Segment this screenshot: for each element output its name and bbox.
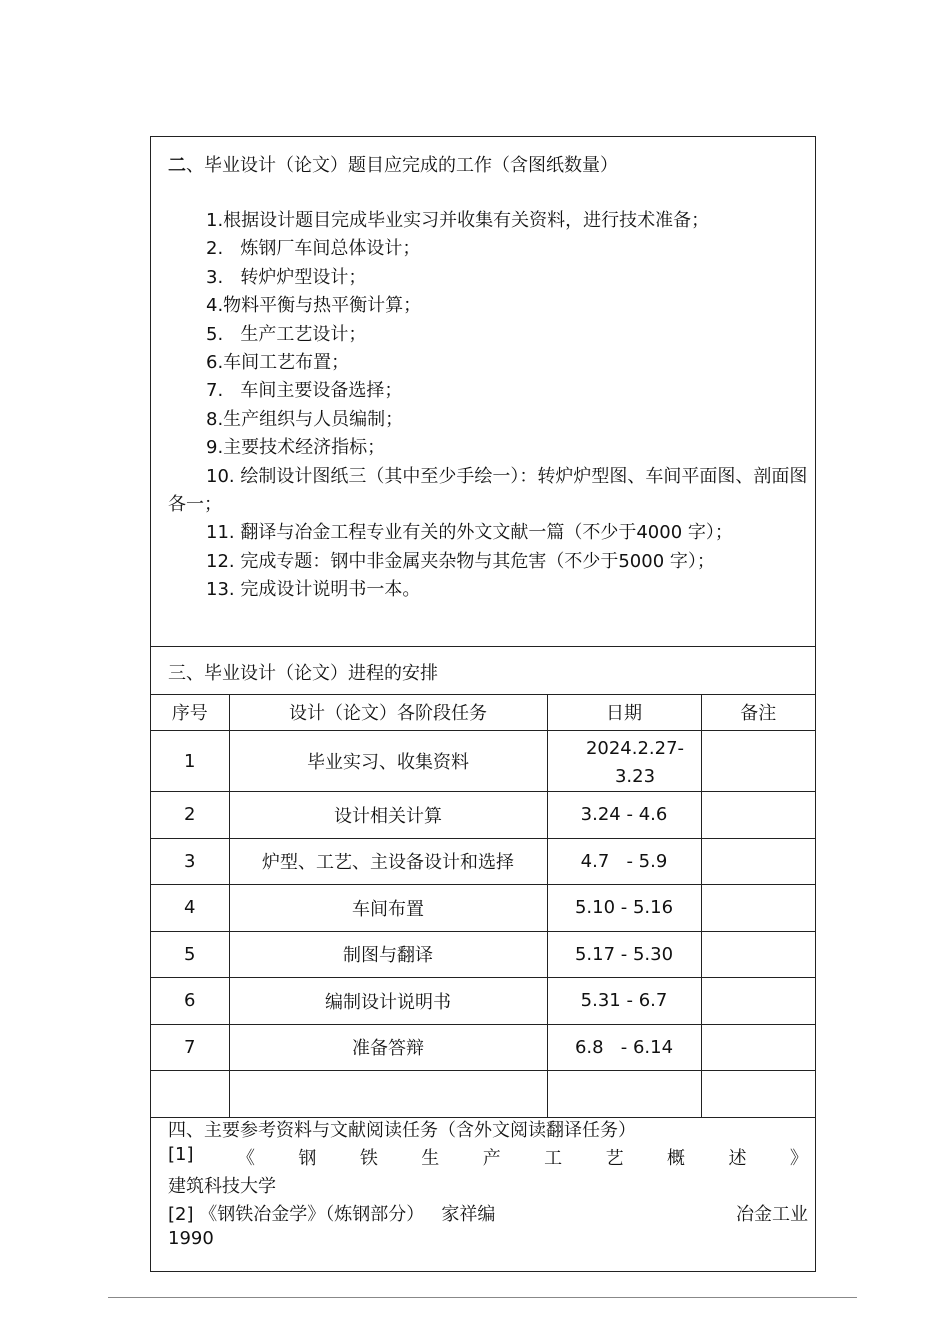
schedule-header-row	[151, 694, 815, 731]
ref-token: 铁	[359, 1148, 378, 1169]
table-row	[151, 792, 815, 839]
table-row	[151, 731, 815, 792]
col-header-date: 日期	[547, 694, 701, 731]
row-task: 编制设计说明书	[229, 978, 547, 1025]
reference-2	[168, 1200, 808, 1249]
row-task: 准备答辩	[229, 1024, 547, 1071]
ref-token: 概	[667, 1148, 685, 1169]
section-2-work-content	[151, 137, 815, 647]
row-date: 6.8 - 6.14	[547, 1024, 701, 1071]
row-no: 2	[151, 792, 229, 839]
col-header-no: 序号	[151, 694, 229, 731]
task-form-frame	[150, 136, 816, 1272]
row-no: 6	[151, 978, 229, 1025]
row-task: 制图与翻译	[229, 931, 547, 978]
row-task: 毕业实习、收集资料	[229, 731, 547, 792]
row-no: 7	[151, 1024, 229, 1071]
row-no	[151, 1071, 229, 1118]
table-row	[151, 885, 815, 932]
row-no: 3	[151, 838, 229, 885]
work-task-item: 7. 车间主要设备选择；	[206, 380, 403, 402]
ref-token: 《	[236, 1148, 255, 1169]
section-4-heading: 四、主要参考资料与文献阅读任务（含外文阅读翻译任务）	[168, 1120, 636, 1141]
row-no: 4	[151, 885, 229, 932]
reference-2-publisher: 冶金工业	[736, 1204, 808, 1225]
work-task-item: 8.生产组织与人员编制；	[206, 408, 404, 430]
ref-token: 产	[482, 1148, 501, 1169]
row-task: 炉型、工艺、主设备设计和选择	[229, 838, 547, 885]
footer-divider	[108, 1297, 857, 1298]
row-note	[701, 978, 815, 1025]
table-row	[151, 1024, 815, 1071]
reference-1	[168, 1144, 808, 1198]
ref-token: 工	[544, 1148, 563, 1169]
row-date: 5.17 - 5.30	[547, 931, 701, 978]
ref-token: 钢	[298, 1148, 317, 1169]
row-task: 车间布置	[229, 885, 547, 932]
work-task-item: 5. 生产工艺设计；	[206, 323, 367, 345]
row-note	[701, 838, 815, 885]
work-task-item: 11. 翻译与冶金工程专业有关的外文文献一篇（不少于4000 字）；	[206, 522, 733, 544]
section-3-heading: 三、毕业设计（论文）进程的安排	[168, 663, 438, 684]
row-date	[547, 1071, 701, 1118]
work-task-item: 10. 绘制设计图纸三（其中至少手绘一）：转炉炉型图、车间平面图、剖面图各一；	[168, 465, 808, 516]
row-note	[701, 931, 815, 978]
row-no: 1	[151, 731, 229, 792]
table-row	[151, 978, 815, 1025]
work-task-item: 2. 炼钢厂车间总体设计；	[206, 238, 421, 260]
reference-2-title: [2] 《钢铁冶金学》（炼钢部分） 家祥编	[168, 1204, 496, 1225]
table-row	[151, 838, 815, 885]
row-task	[229, 1071, 547, 1118]
work-task-item: 9.主要技术经济指标；	[206, 437, 386, 459]
row-date: 2024.2.27-3.23	[547, 731, 701, 792]
row-note	[701, 1024, 815, 1071]
work-task-item: 6.车间工艺布置；	[206, 352, 350, 374]
row-date: 3.24 - 4.6	[547, 792, 701, 839]
row-date: 5.31 - 6.7	[547, 978, 701, 1025]
row-task: 设计相关计算	[229, 792, 547, 839]
work-task-item: 1.根据设计题目完成毕业实习并收集有关资料，进行技术准备；	[206, 210, 710, 231]
row-note	[701, 885, 815, 932]
work-task-item: 4.物料平衡与热平衡计算；	[206, 295, 422, 317]
reference-1-title-line	[168, 1144, 808, 1170]
section-3-heading-row	[151, 646, 815, 695]
ref-token: 述	[728, 1148, 747, 1169]
table-row	[151, 931, 815, 978]
row-note	[701, 731, 815, 792]
row-note	[701, 1071, 815, 1118]
work-task-item: 3. 转炉炉型设计；	[206, 266, 367, 288]
section-2-number: 二	[168, 155, 186, 176]
ref-token: 生	[421, 1148, 440, 1169]
ref-token: [1]	[168, 1144, 194, 1165]
col-header-note: 备注	[701, 694, 815, 731]
work-task-item: 13. 完成设计说明书一本。	[206, 579, 421, 601]
row-date: 5.10 - 5.16	[547, 885, 701, 932]
section-2-heading	[168, 151, 618, 177]
section-2-title: 、毕业设计（论文）题目应完成的工作（含图纸数量）	[186, 155, 618, 176]
row-no: 5	[151, 931, 229, 978]
ref-token: 艺	[605, 1148, 624, 1169]
reference-2-title-line	[168, 1200, 808, 1226]
reference-2-year: 1990	[168, 1228, 214, 1249]
row-note	[701, 792, 815, 839]
work-task-list	[168, 207, 808, 605]
row-date: 4.7 - 5.9	[547, 838, 701, 885]
ref-token: 》	[789, 1148, 808, 1169]
table-row-empty	[151, 1071, 815, 1118]
schedule-table	[151, 694, 815, 1118]
reference-1-publisher: 建筑科技大学	[168, 1176, 276, 1197]
col-header-task: 设计（论文）各阶段任务	[229, 694, 547, 731]
work-task-item: 12. 完成专题：钢中非金属夹杂物与其危害（不少于5000 字）；	[206, 550, 715, 572]
